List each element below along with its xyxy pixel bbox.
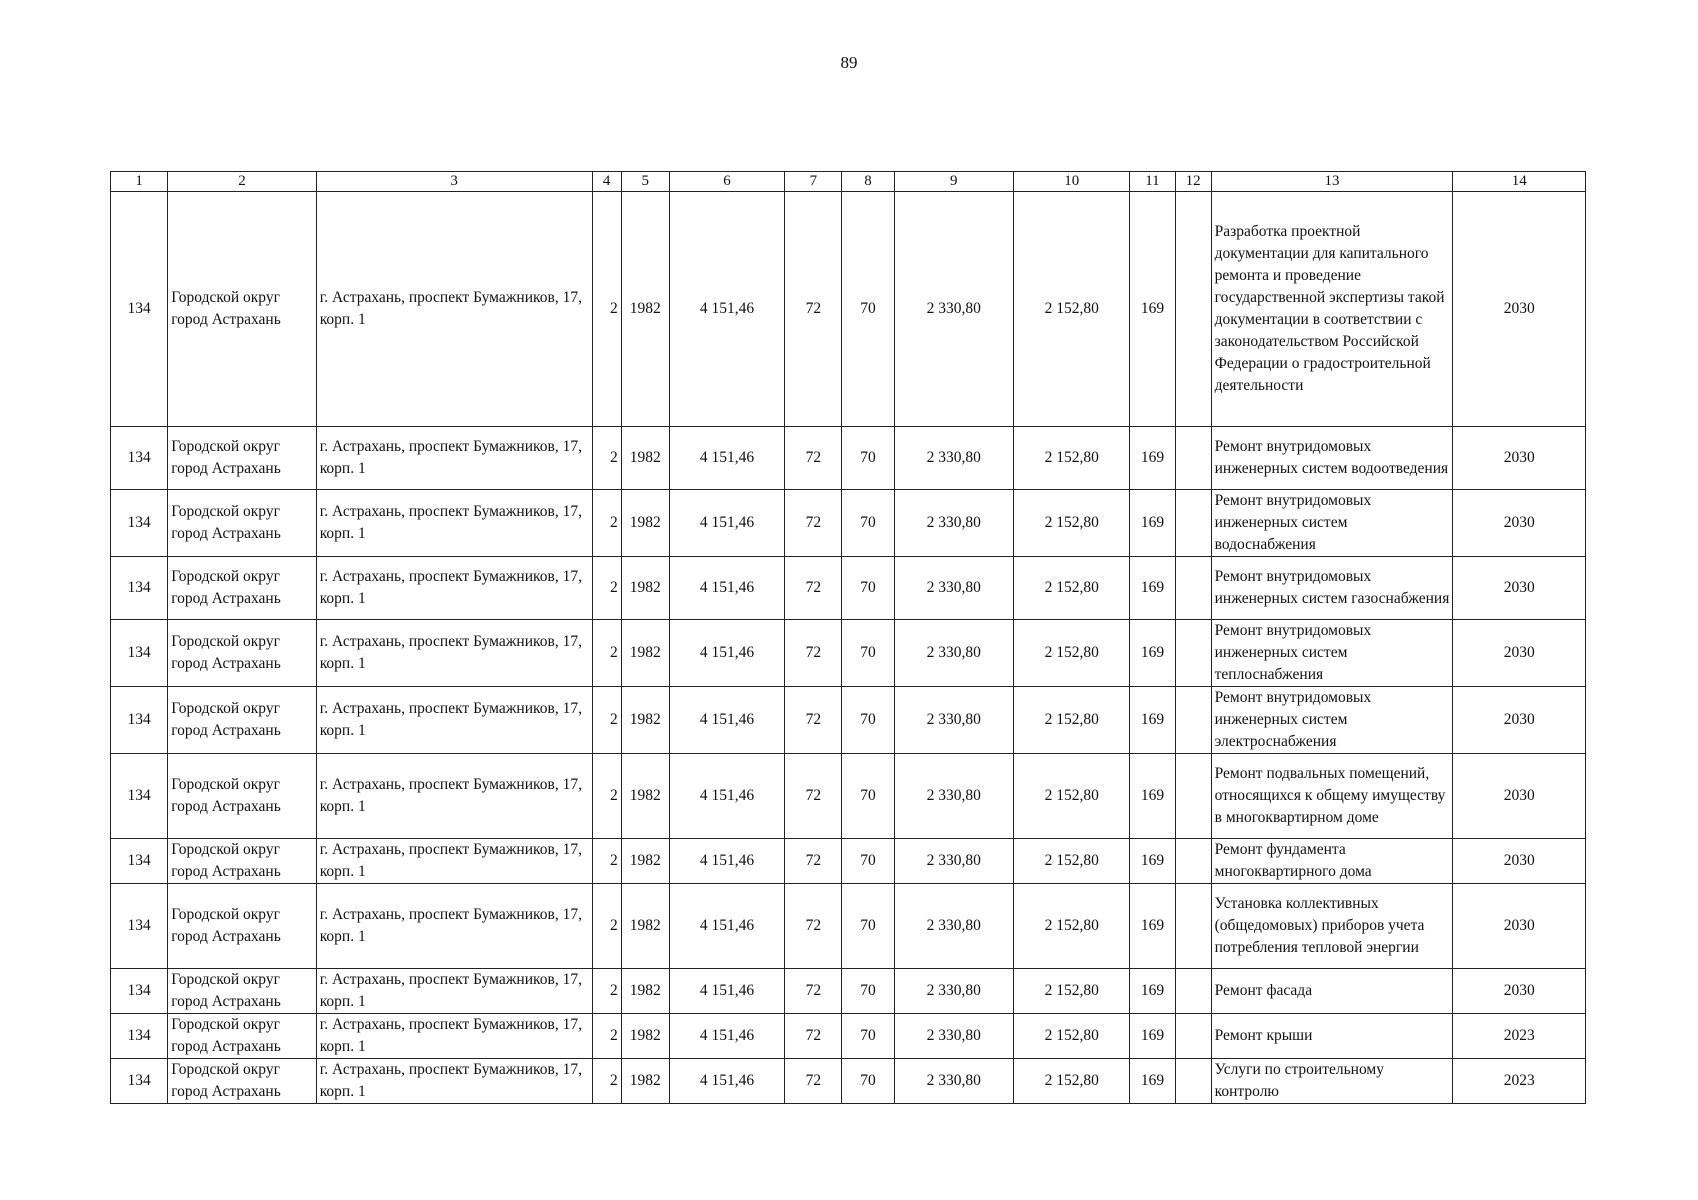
cell-col-7: 72 — [785, 427, 842, 490]
cell-row-number: 134 — [111, 839, 168, 884]
cell-row-number: 134 — [111, 754, 168, 839]
column-number-row — [111, 172, 1586, 192]
cell-col-11: 169 — [1130, 620, 1175, 687]
cell-col-4: 2 — [592, 1059, 621, 1104]
cell-col-9: 2 330,80 — [894, 490, 1013, 557]
cell-plan-year: 2030 — [1453, 839, 1586, 884]
cell-col-9: 2 330,80 — [894, 839, 1013, 884]
cell-row-number: 134 — [111, 884, 168, 969]
column-number: 9 — [894, 172, 1013, 192]
cell-row-number: 134 — [111, 1059, 168, 1104]
cell-work-type: Ремонт подвальных помещений, относящихся к общему имуществу в многоквартирном доме — [1211, 754, 1453, 839]
cell-address: г. Астрахань, проспект Бумажников, 17, корп. 1 — [316, 754, 592, 839]
cell-col-12 — [1175, 620, 1211, 687]
cell-work-type: Ремонт внутридомовых инженерных систем водоснабжения — [1211, 490, 1453, 557]
cell-col-6: 4 151,46 — [669, 754, 784, 839]
cell-col-10: 2 152,80 — [1014, 754, 1130, 839]
cell-address: г. Астрахань, проспект Бумажников, 17, корп. 1 — [316, 620, 592, 687]
cell-municipality: Городской округ город Астрахань — [168, 969, 317, 1014]
cell-address: г. Астрахань, проспект Бумажников, 17, корп. 1 — [316, 839, 592, 884]
cell-col-8: 70 — [842, 490, 894, 557]
cell-year: 1982 — [621, 754, 669, 839]
cell-col-4: 2 — [592, 557, 621, 620]
cell-col-7: 72 — [785, 490, 842, 557]
cell-col-8: 70 — [842, 754, 894, 839]
cell-col-7: 72 — [785, 620, 842, 687]
cell-col-12 — [1175, 839, 1211, 884]
cell-col-9: 2 330,80 — [894, 969, 1013, 1014]
cell-col-4: 2 — [592, 884, 621, 969]
cell-col-12 — [1175, 1014, 1211, 1059]
cell-col-6: 4 151,46 — [669, 427, 784, 490]
cell-col-4: 2 — [592, 1014, 621, 1059]
cell-col-6: 4 151,46 — [669, 620, 784, 687]
cell-work-type: Ремонт внутридомовых инженерных систем газоснабжения — [1211, 557, 1453, 620]
cell-col-12 — [1175, 754, 1211, 839]
cell-col-12 — [1175, 427, 1211, 490]
column-number: 13 — [1211, 172, 1453, 192]
cell-col-10: 2 152,80 — [1014, 687, 1130, 754]
column-number: 2 — [168, 172, 317, 192]
cell-col-11: 169 — [1130, 490, 1175, 557]
cell-col-8: 70 — [842, 192, 894, 427]
cell-work-type: Ремонт крыши — [1211, 1014, 1453, 1059]
cell-municipality: Городской округ город Астрахань — [168, 427, 317, 490]
cell-plan-year: 2030 — [1453, 969, 1586, 1014]
cell-col-11: 169 — [1130, 884, 1175, 969]
cell-work-type: Ремонт внутридомовых инженерных систем водоотведения — [1211, 427, 1453, 490]
capital-repair-table — [110, 171, 1586, 1104]
cell-col-11: 169 — [1130, 1014, 1175, 1059]
column-number: 1 — [111, 172, 168, 192]
cell-year: 1982 — [621, 557, 669, 620]
cell-work-type: Ремонт внутридомовых инженерных систем электроснабжения — [1211, 687, 1453, 754]
cell-col-9: 2 330,80 — [894, 687, 1013, 754]
cell-col-11: 169 — [1130, 687, 1175, 754]
cell-plan-year: 2030 — [1453, 620, 1586, 687]
cell-address: г. Астрахань, проспект Бумажников, 17, корп. 1 — [316, 1059, 592, 1104]
cell-col-10: 2 152,80 — [1014, 1014, 1130, 1059]
cell-col-11: 169 — [1130, 192, 1175, 427]
cell-col-8: 70 — [842, 1014, 894, 1059]
cell-col-7: 72 — [785, 884, 842, 969]
cell-plan-year: 2030 — [1453, 754, 1586, 839]
cell-row-number: 134 — [111, 427, 168, 490]
cell-col-6: 4 151,46 — [669, 490, 784, 557]
cell-col-12 — [1175, 687, 1211, 754]
cell-col-11: 169 — [1130, 1059, 1175, 1104]
cell-col-10: 2 152,80 — [1014, 620, 1130, 687]
table-row — [111, 620, 1586, 687]
cell-work-type: Установка коллективных (общедомовых) приборов учета потребления тепловой энергии — [1211, 884, 1453, 969]
cell-plan-year: 2030 — [1453, 687, 1586, 754]
cell-year: 1982 — [621, 427, 669, 490]
cell-col-6: 4 151,46 — [669, 839, 784, 884]
cell-work-type: Ремонт внутридомовых инженерных систем теплоснабжения — [1211, 620, 1453, 687]
cell-municipality: Городской округ город Астрахань — [168, 1059, 317, 1104]
cell-col-6: 4 151,46 — [669, 557, 784, 620]
cell-plan-year: 2030 — [1453, 557, 1586, 620]
cell-col-7: 72 — [785, 192, 842, 427]
cell-year: 1982 — [621, 1059, 669, 1104]
cell-municipality: Городской округ город Астрахань — [168, 687, 317, 754]
cell-plan-year: 2030 — [1453, 192, 1586, 427]
cell-col-9: 2 330,80 — [894, 1014, 1013, 1059]
cell-col-10: 2 152,80 — [1014, 427, 1130, 490]
cell-col-11: 169 — [1130, 557, 1175, 620]
column-number: 11 — [1130, 172, 1175, 192]
cell-municipality: Городской округ город Астрахань — [168, 1014, 317, 1059]
table-row — [111, 687, 1586, 754]
cell-col-4: 2 — [592, 490, 621, 557]
cell-address: г. Астрахань, проспект Бумажников, 17, корп. 1 — [316, 687, 592, 754]
cell-col-7: 72 — [785, 1059, 842, 1104]
table-body — [111, 172, 1586, 1104]
column-number: 8 — [842, 172, 894, 192]
cell-year: 1982 — [621, 884, 669, 969]
cell-municipality: Городской округ город Астрахань — [168, 620, 317, 687]
page-number: 89 — [840, 53, 858, 72]
cell-work-type: Ремонт фундамента многоквартирного дома — [1211, 839, 1453, 884]
cell-col-6: 4 151,46 — [669, 1059, 784, 1104]
table-row — [111, 557, 1586, 620]
cell-col-10: 2 152,80 — [1014, 839, 1130, 884]
table-row — [111, 1014, 1586, 1059]
cell-year: 1982 — [621, 687, 669, 754]
table-row — [111, 1059, 1586, 1104]
cell-col-12 — [1175, 192, 1211, 427]
table-row — [111, 192, 1586, 427]
cell-col-4: 2 — [592, 687, 621, 754]
cell-col-4: 2 — [592, 839, 621, 884]
cell-col-8: 70 — [842, 687, 894, 754]
column-number: 3 — [316, 172, 592, 192]
cell-col-11: 169 — [1130, 839, 1175, 884]
cell-row-number: 134 — [111, 192, 168, 427]
cell-col-6: 4 151,46 — [669, 884, 784, 969]
cell-col-4: 2 — [592, 969, 621, 1014]
cell-plan-year: 2023 — [1453, 1014, 1586, 1059]
table-row — [111, 839, 1586, 884]
cell-col-8: 70 — [842, 969, 894, 1014]
cell-row-number: 134 — [111, 969, 168, 1014]
cell-row-number: 134 — [111, 687, 168, 754]
cell-col-9: 2 330,80 — [894, 754, 1013, 839]
table-row — [111, 754, 1586, 839]
column-number: 10 — [1014, 172, 1130, 192]
cell-col-4: 2 — [592, 620, 621, 687]
cell-col-8: 70 — [842, 557, 894, 620]
column-number: 14 — [1453, 172, 1586, 192]
cell-plan-year: 2030 — [1453, 427, 1586, 490]
cell-col-10: 2 152,80 — [1014, 1059, 1130, 1104]
cell-municipality: Городской округ город Астрахань — [168, 839, 317, 884]
cell-col-12 — [1175, 884, 1211, 969]
cell-col-9: 2 330,80 — [894, 557, 1013, 620]
cell-year: 1982 — [621, 969, 669, 1014]
cell-col-8: 70 — [842, 1059, 894, 1104]
cell-col-9: 2 330,80 — [894, 620, 1013, 687]
cell-col-9: 2 330,80 — [894, 192, 1013, 427]
cell-year: 1982 — [621, 192, 669, 427]
cell-col-9: 2 330,80 — [894, 884, 1013, 969]
cell-address: г. Астрахань, проспект Бумажников, 17, корп. 1 — [316, 490, 592, 557]
cell-plan-year: 2030 — [1453, 884, 1586, 969]
cell-col-11: 169 — [1130, 969, 1175, 1014]
table-row — [111, 490, 1586, 557]
cell-col-12 — [1175, 969, 1211, 1014]
cell-row-number: 134 — [111, 1014, 168, 1059]
cell-col-10: 2 152,80 — [1014, 192, 1130, 427]
cell-col-12 — [1175, 1059, 1211, 1104]
cell-year: 1982 — [621, 1014, 669, 1059]
cell-address: г. Астрахань, проспект Бумажников, 17, корп. 1 — [316, 1014, 592, 1059]
cell-col-6: 4 151,46 — [669, 687, 784, 754]
cell-work-type: Услуги по строительному контролю — [1211, 1059, 1453, 1104]
cell-plan-year: 2023 — [1453, 1059, 1586, 1104]
cell-col-7: 72 — [785, 969, 842, 1014]
cell-work-type: Ремонт фасада — [1211, 969, 1453, 1014]
cell-col-6: 4 151,46 — [669, 969, 784, 1014]
column-number: 5 — [621, 172, 669, 192]
cell-address: г. Астрахань, проспект Бумажников, 17, корп. 1 — [316, 427, 592, 490]
cell-municipality: Городской округ город Астрахань — [168, 884, 317, 969]
cell-municipality: Городской округ город Астрахань — [168, 557, 317, 620]
cell-municipality: Городской округ город Астрахань — [168, 754, 317, 839]
cell-col-7: 72 — [785, 687, 842, 754]
cell-row-number: 134 — [111, 557, 168, 620]
cell-work-type: Разработка проектной документации для капитального ремонта и проведение государственной экспертизы такой документации в соответствии с законодательством Российской Федерации о градостроительной деятельности — [1211, 192, 1453, 427]
cell-address: г. Астрахань, проспект Бумажников, 17, корп. 1 — [316, 557, 592, 620]
cell-address: г. Астрахань, проспект Бумажников, 17, корп. 1 — [316, 969, 592, 1014]
cell-row-number: 134 — [111, 620, 168, 687]
table-row — [111, 884, 1586, 969]
cell-col-8: 70 — [842, 427, 894, 490]
cell-col-10: 2 152,80 — [1014, 557, 1130, 620]
cell-col-11: 169 — [1130, 427, 1175, 490]
cell-col-9: 2 330,80 — [894, 427, 1013, 490]
cell-col-7: 72 — [785, 557, 842, 620]
column-number: 7 — [785, 172, 842, 192]
cell-col-4: 2 — [592, 427, 621, 490]
cell-col-6: 4 151,46 — [669, 1014, 784, 1059]
cell-col-8: 70 — [842, 839, 894, 884]
cell-col-4: 2 — [592, 754, 621, 839]
table-row — [111, 427, 1586, 490]
cell-col-10: 2 152,80 — [1014, 969, 1130, 1014]
cell-plan-year: 2030 — [1453, 490, 1586, 557]
cell-col-8: 70 — [842, 884, 894, 969]
cell-col-9: 2 330,80 — [894, 1059, 1013, 1104]
table-row — [111, 969, 1586, 1014]
cell-col-7: 72 — [785, 754, 842, 839]
cell-address: г. Астрахань, проспект Бумажников, 17, корп. 1 — [316, 884, 592, 969]
cell-year: 1982 — [621, 490, 669, 557]
column-number: 4 — [592, 172, 621, 192]
cell-col-12 — [1175, 490, 1211, 557]
cell-col-10: 2 152,80 — [1014, 884, 1130, 969]
cell-col-6: 4 151,46 — [669, 192, 784, 427]
column-number: 12 — [1175, 172, 1211, 192]
cell-address: г. Астрахань, проспект Бумажников, 17, корп. 1 — [316, 192, 592, 427]
cell-col-7: 72 — [785, 839, 842, 884]
column-number: 6 — [669, 172, 784, 192]
cell-municipality: Городской округ город Астрахань — [168, 490, 317, 557]
cell-year: 1982 — [621, 620, 669, 687]
cell-col-7: 72 — [785, 1014, 842, 1059]
cell-col-8: 70 — [842, 620, 894, 687]
cell-col-10: 2 152,80 — [1014, 490, 1130, 557]
cell-col-12 — [1175, 557, 1211, 620]
cell-municipality: Городской округ город Астрахань — [168, 192, 317, 427]
cell-row-number: 134 — [111, 490, 168, 557]
cell-col-4: 2 — [592, 192, 621, 427]
cell-col-11: 169 — [1130, 754, 1175, 839]
cell-year: 1982 — [621, 839, 669, 884]
